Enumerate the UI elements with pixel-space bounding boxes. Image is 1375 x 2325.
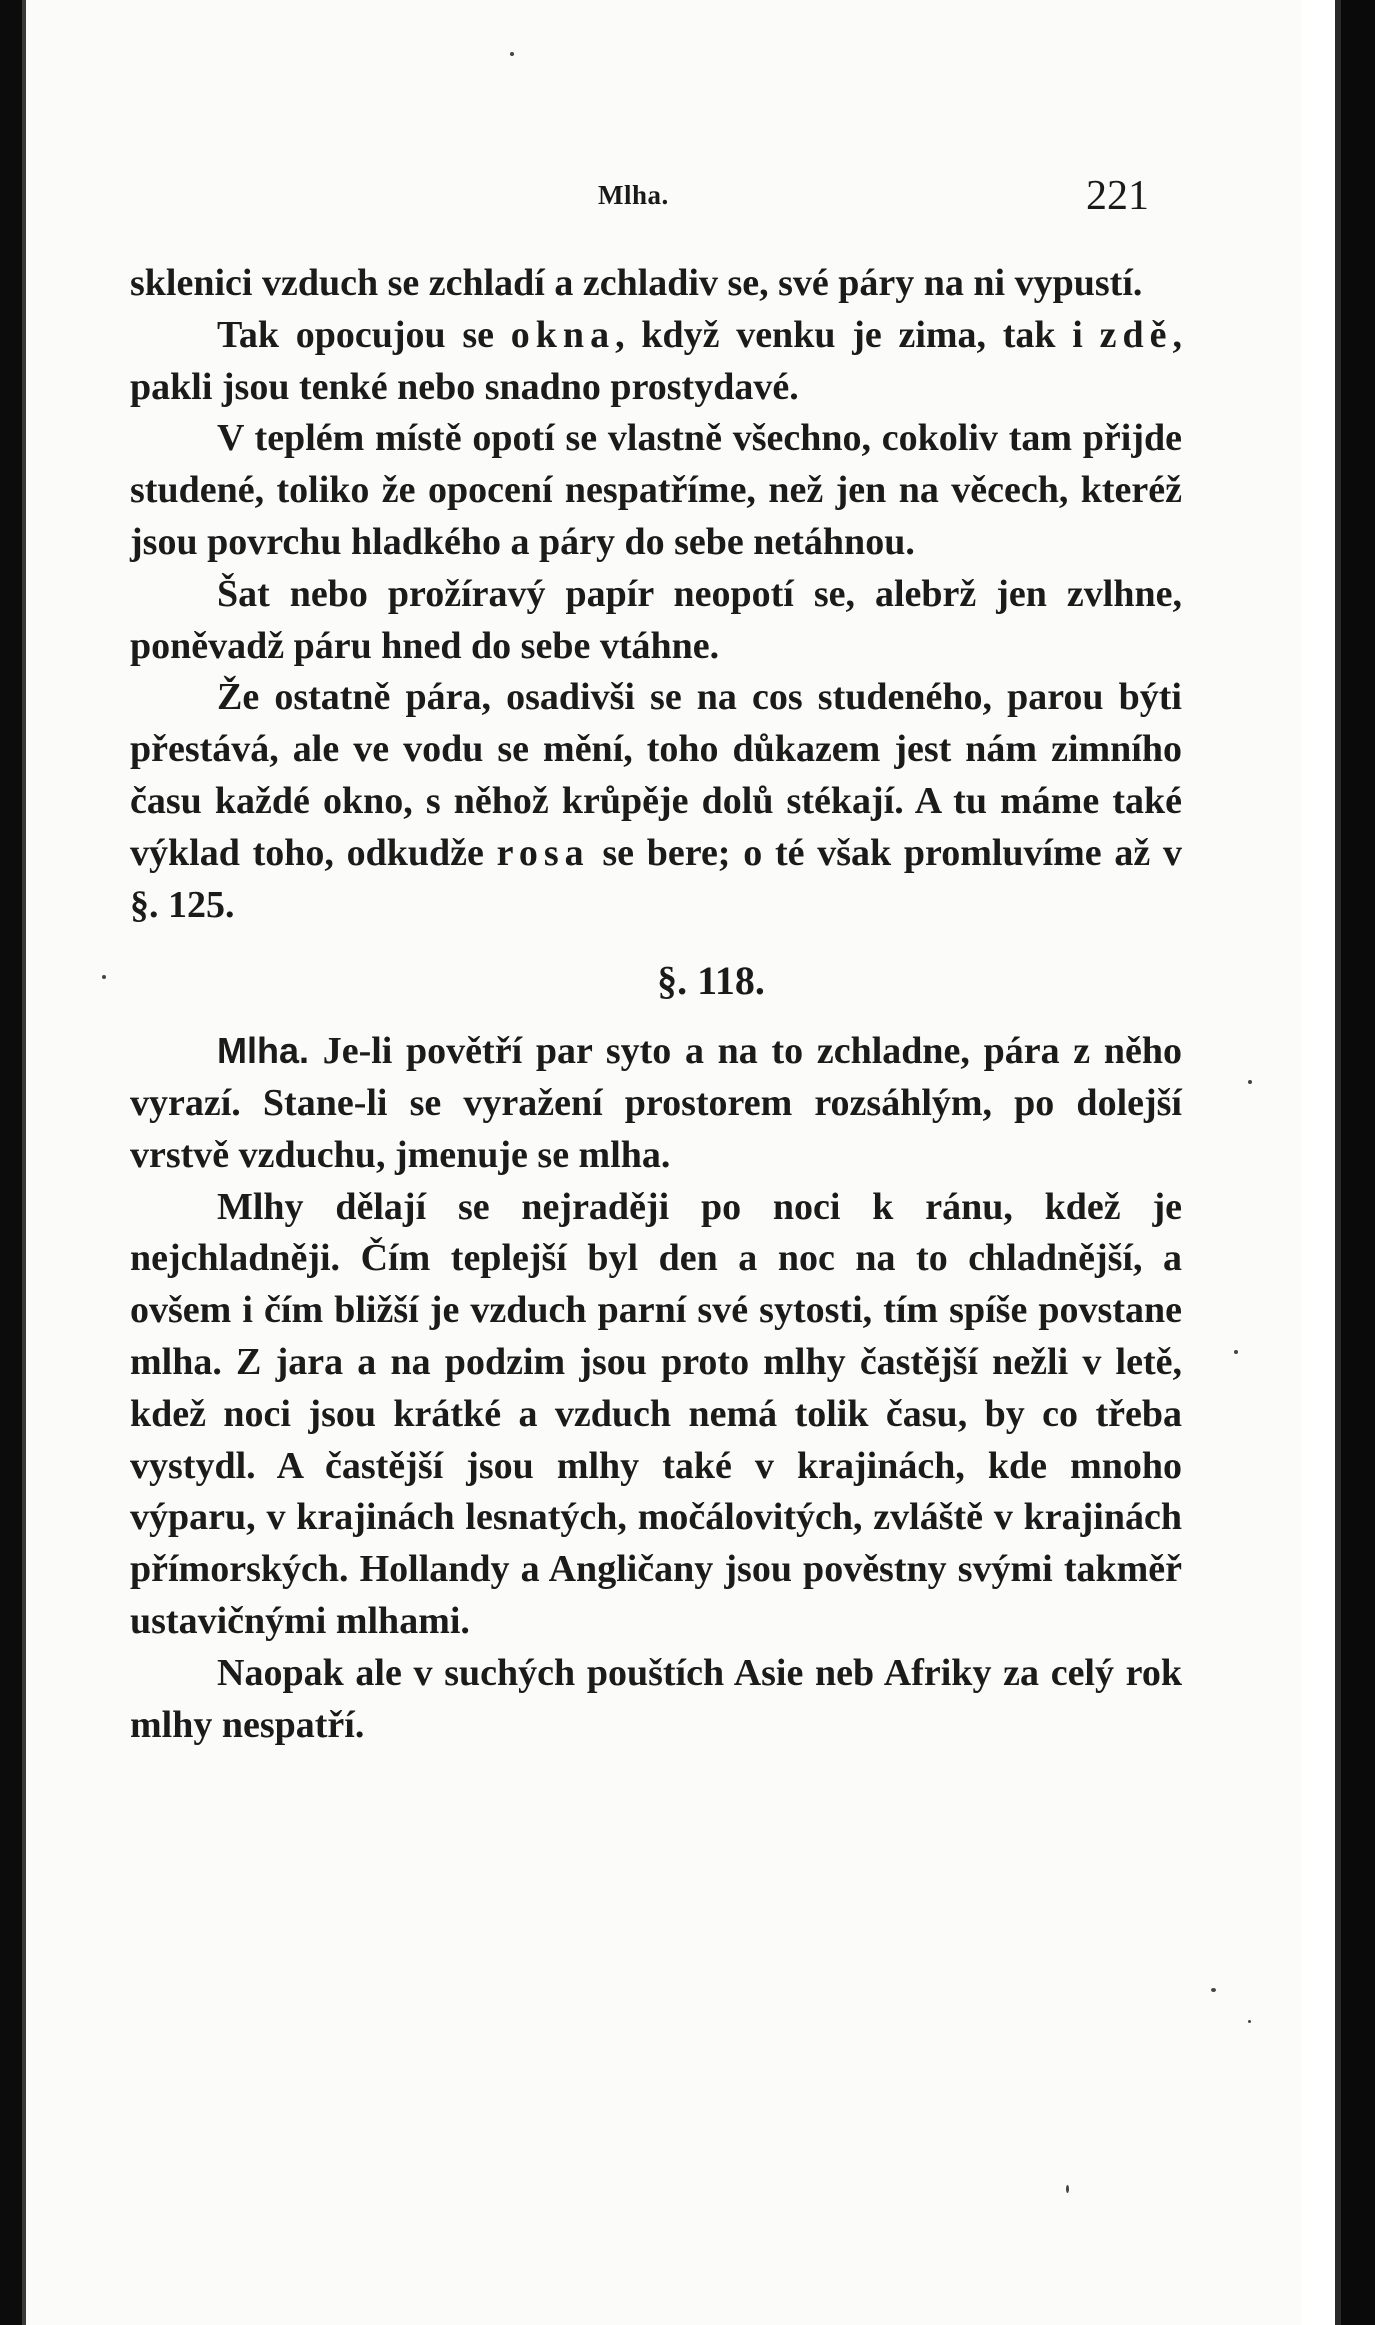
- runin-title: Mlha.: [217, 1030, 310, 1072]
- text-run: , pakli jsou tenké nebo snadno prostydavé.: [130, 313, 1182, 408]
- scan-speck: [1248, 2020, 1251, 2023]
- page-number: 221: [1086, 173, 1149, 219]
- text-run: Tak opocujou se: [217, 313, 511, 356]
- section-heading: §. 118.: [657, 958, 765, 1004]
- emphasis-zde: zdě: [1099, 313, 1173, 356]
- emphasis-okna: okna: [510, 313, 616, 356]
- scan-speck: [1234, 1350, 1238, 1354]
- paragraph-continuation: sklenici vzduch se zchladí a zchladiv se, své páry na ni vypustí.: [130, 262, 1143, 304]
- book-page: [26, 0, 1301, 2325]
- scan-speck: [1066, 2185, 1069, 2193]
- paragraph-fogged-windows: [130, 310, 1182, 414]
- running-title: Mlha.: [598, 180, 669, 210]
- scan-border-left: [0, 0, 22, 2325]
- text-run: , když venku je zima, tak i: [615, 313, 1100, 356]
- text-run: se bere; o té však promluvíme až v §. 125.: [130, 831, 1182, 926]
- paragraph-fog-definition: [130, 1025, 1182, 1181]
- scan-speck: [102, 975, 106, 979]
- paragraph-fog-conditions: Mlhy dělají se nejraději po noci k ránu, kdež je nejchladněji. Čím teplejší byl den a noc na to chladnější, a ovšem i čím bližší je vzduch parní své sytosti, tím spíše povstane mlha. Z jara a na podzim jsou proto mlhy častější nežli v letě, kdež noci jsou krátké a vzduch nemá tolik času, by co třeba vystydl. A častější jsou mlhy také v krajinách, kde mnoho výparu, v krajinách lesnatých, močálovitých, zvláště v krajinách přímorských. Hollandy a Angličany jsou pověstny svými takměř ustavičnými mlhami.: [130, 1185, 1182, 1642]
- paragraph-deserts: Naopak ale v suchých pouštích Asie neb Afriky za celý rok mlhy nespatří.: [130, 1651, 1182, 1746]
- scan-speck: [1248, 1080, 1252, 1084]
- paragraph-cloth-paper: Šat nebo prožíravý papír neopotí se, alebrž jen zvlhne, poněvadž páru hned do sebe vtáhne.: [130, 572, 1182, 667]
- scan-speck: [510, 52, 514, 56]
- text-run: Je-li povětří par syto a na to zchladne, pára z něho vyrazí. Stane-li se vyražení prostorem rozsáhlým, po dolejší vrstvě vzduchu, jmenuje se mlha.: [130, 1030, 1182, 1176]
- paragraph-dew: [130, 672, 1182, 931]
- scan-speck: [1211, 1988, 1216, 1992]
- page-header: [26, 172, 1301, 232]
- text-run: Že ostatně pára, osadivši se na cos studeného, parou býti přestává, ale ve vodu se mění, toho důkazem jest nám zimního času každé okno, s něhož krůpěje dolů stékají. A tu máme také výklad toho, odkudže: [130, 676, 1182, 874]
- body-text: [130, 258, 1182, 1751]
- paragraph-warm-place: V teplém místě opotí se vlastně všechno, cokoliv tam přijde studené, toliko že opocení nespatříme, než jen na věcech, kteréž jsou povrchu hladkého a páry do sebe netáhnou.: [130, 417, 1182, 563]
- emphasis-rosa: rosa: [496, 831, 590, 874]
- scan-border-right: [1341, 0, 1375, 2325]
